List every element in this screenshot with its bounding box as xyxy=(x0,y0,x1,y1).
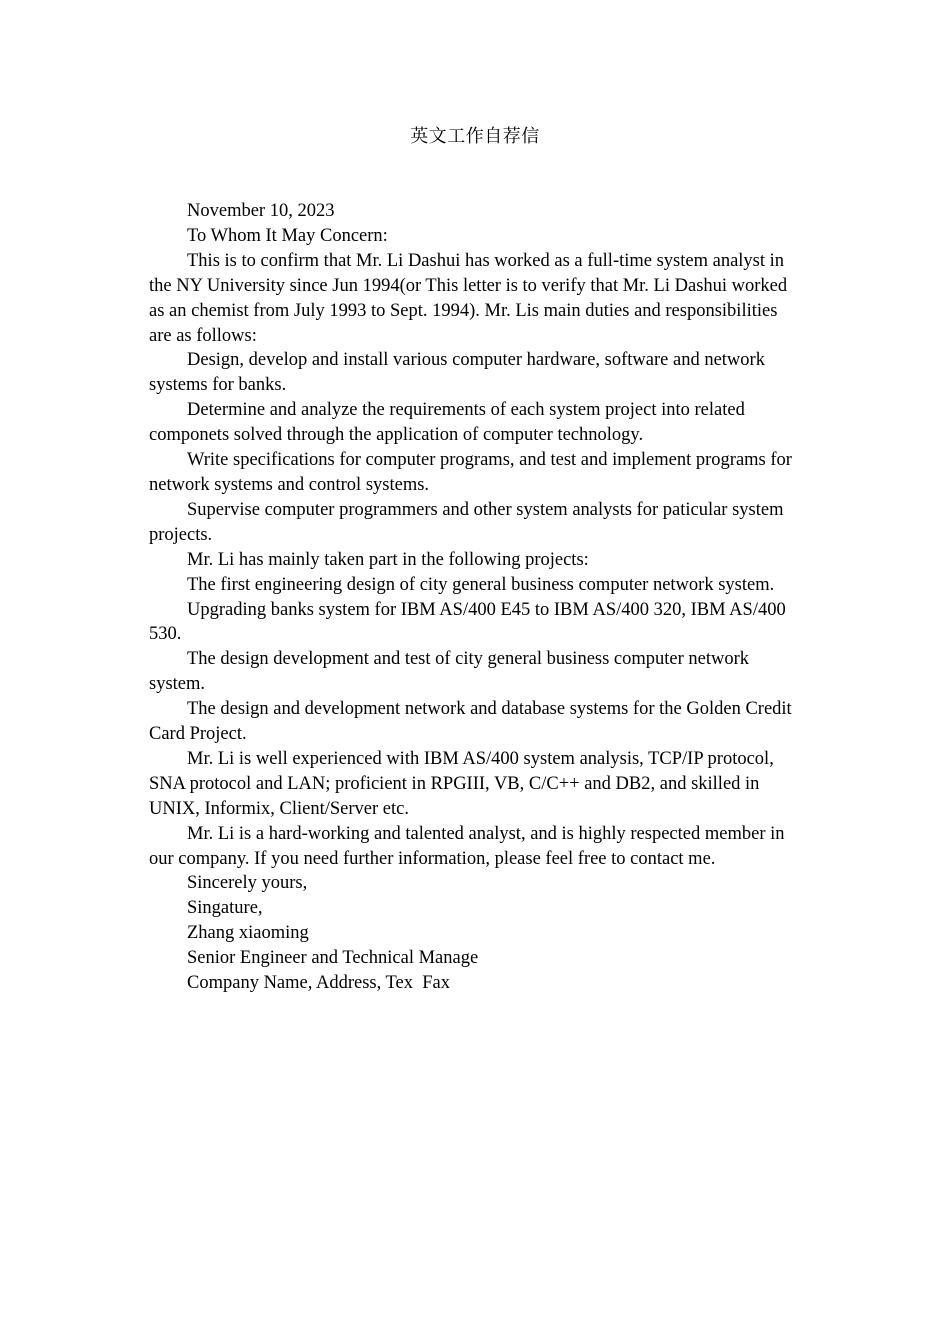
duty-item: Supervise computer programmers and other system analysts for paticular system projects. xyxy=(149,499,789,545)
duty-item: Determine and analyze the requirements of each system project into related componets solved through the application of computer technology. xyxy=(149,400,750,446)
project-item: The design development and test of city general business computer network system. xyxy=(149,649,754,695)
project-item: The design and development network and database systems for the Golden Credit Card Project. xyxy=(149,699,797,745)
letter-paragraph: Mr. Li is well experienced with IBM AS/400 system analysis, TCP/IP protocol, SNA protocol and LAN; proficient in RPGIII, VB, C/C++ and DB2, and skilled in UNIX, Informix, Client/Server etc. xyxy=(149,748,779,819)
letter-body xyxy=(149,199,801,996)
letter-closing: Sincerely yours, xyxy=(187,873,308,894)
letter-paragraph: This is to confirm that Mr. Li Dashui has worked as a full-time system analyst in the NY University since Jun 1994(or This letter is to verify that Mr. Li Dashui worked as an chemist from July 1993 to Sept. 1994). Mr. Lis main duties and responsibilities are as follows: xyxy=(149,250,792,346)
duty-item: Write specifications for computer programs, and test and implement programs for network systems and control systems. xyxy=(149,450,797,495)
signer-name: Zhang xiaoming xyxy=(187,923,309,944)
signature-label: Singature, xyxy=(187,898,263,919)
letter-salutation: To Whom It May Concern: xyxy=(187,225,388,246)
company-info: Company Name, Address, Tex Fax xyxy=(187,973,450,994)
letter-paragraph: Mr. Li has mainly taken part in the following projects: xyxy=(187,549,589,570)
signer-title: Senior Engineer and Technical Manage xyxy=(187,948,479,969)
duty-item: Design, develop and install various computer hardware, software and network systems for banks. xyxy=(149,350,770,396)
project-item: Upgrading banks system for IBM AS/400 E45 to IBM AS/400 320, IBM AS/400 530. xyxy=(149,599,791,645)
document-title: 英文工作自荐信 xyxy=(410,126,540,147)
letter-date: November 10, 2023 xyxy=(187,201,335,221)
letter-paragraph: Mr. Li is a hard-working and talented analyst, and is highly respected member in our company. If you need further information, please feel free to contact me. xyxy=(149,823,790,869)
project-item: The first engineering design of city general business computer network system. xyxy=(187,574,775,595)
